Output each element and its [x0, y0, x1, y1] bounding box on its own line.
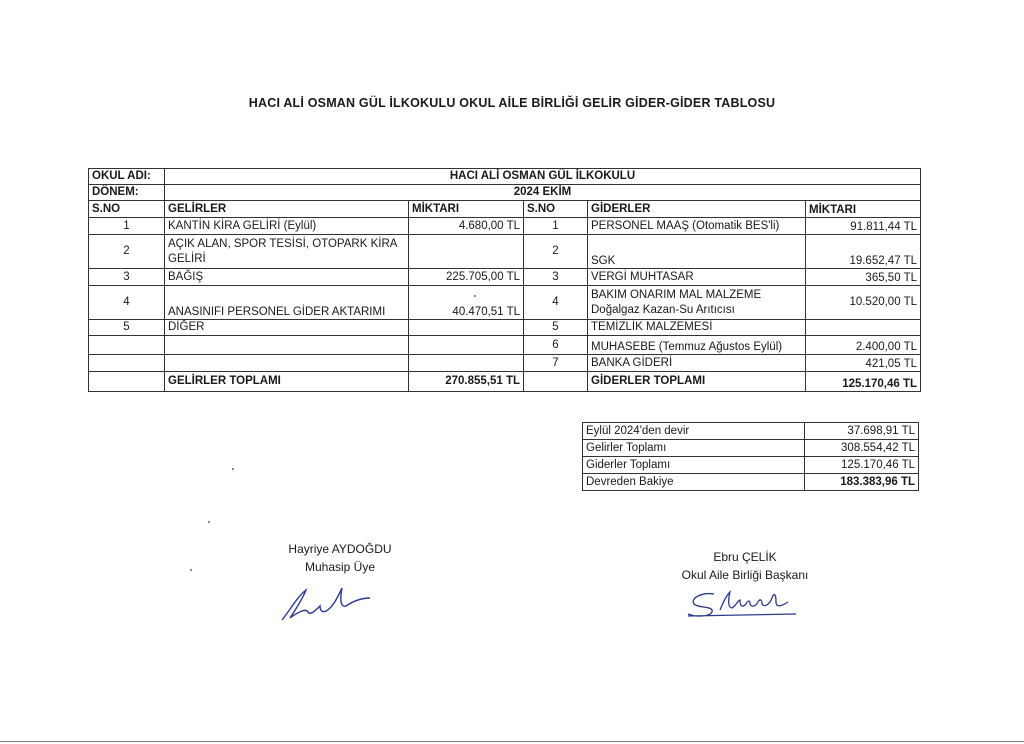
period-row [89, 185, 921, 201]
gider-amount: 10.520,00 TL [806, 286, 921, 320]
totals-empty-cell [89, 372, 165, 392]
gelir-amount [409, 320, 524, 336]
gelir-no: 4 [89, 286, 165, 320]
totals-row [89, 372, 921, 392]
gider-no: 1 [524, 218, 588, 235]
scan-edge-line [0, 741, 1024, 742]
summary-row [583, 457, 919, 474]
header-giderler: GİDERLER [588, 201, 806, 218]
signatory-name: Ebru ÇELİK [713, 550, 777, 564]
gelir-amount [409, 235, 524, 269]
okul-adi-label: OKUL ADI: [89, 169, 165, 185]
scan-speck [474, 295, 476, 297]
summary-value: 183.383,96 TL [805, 474, 919, 491]
donem-value: 2024 EKİM [165, 185, 921, 201]
header-miktari-2: MİKTARI [806, 201, 921, 218]
signature-muhasip [276, 582, 376, 626]
summary-value: 125.170,46 TL [805, 457, 919, 474]
gelir-no: 3 [89, 269, 165, 286]
gider-amount: 421,05 TL [806, 355, 921, 372]
gelir-name [165, 336, 409, 355]
gelir-no [89, 355, 165, 372]
summary-row [583, 423, 919, 440]
gelirler-toplami-label: GELİRLER TOPLAMI [165, 372, 409, 392]
gider-name: PERSONEL MAAŞ (Otomatik BES'li) [588, 218, 806, 235]
signature-baskan [684, 586, 808, 622]
signature-block-muhasip [270, 540, 410, 576]
gider-no: 2 [524, 235, 588, 269]
gelir-amount [409, 336, 524, 355]
summary-label: Gelirler Toplamı [583, 440, 805, 457]
gider-amount: 365,50 TL [806, 269, 921, 286]
table-row [89, 269, 921, 286]
gider-amount: 19.652,47 TL [806, 235, 921, 269]
signatory-role: Muhasip Üye [304, 560, 376, 574]
scan-speck [208, 521, 210, 523]
balance-summary-table [582, 422, 919, 491]
gelir-name: AÇIK ALAN, SPOR TESİSİ, OTOPARK KİRA GELİRİ [165, 235, 409, 269]
gelir-no [89, 336, 165, 355]
gider-no: 7 [524, 355, 588, 372]
signature-block-baskan [660, 548, 830, 584]
gelir-amount: 4.680,00 TL [409, 218, 524, 235]
summary-value: 37.698,91 TL [805, 423, 919, 440]
gider-name-line-1: BAKIM ONARIM MAL MALZEME [591, 288, 762, 301]
donem-label: DÖNEM: [89, 185, 165, 201]
signatory-name: Hayriye AYDOĞDU [288, 542, 392, 556]
gider-name: MUHASEBE (Temmuz Ağustos Eylül) [588, 336, 806, 355]
gider-no: 3 [524, 269, 588, 286]
totals-empty-cell [524, 372, 588, 392]
summary-value: 308.554,42 TL [805, 440, 919, 457]
table-row [89, 235, 921, 269]
gider-name: SGK [588, 235, 806, 269]
page-title: HACI ALİ OSMAN GÜL İLKOKULU OKUL AİLE BİRLİĞİ GELİR GİDER-GİDER TABLOSU [248, 96, 776, 110]
gelir-name: DİĞER [165, 320, 409, 336]
gelir-name: KANTİN KİRA GELİRİ (Eylül) [165, 218, 409, 235]
summary-label: Devreden Bakiye [583, 474, 805, 491]
gelir-no: 5 [89, 320, 165, 336]
table-row [89, 286, 921, 320]
header-sno-2: S.NO [524, 201, 588, 218]
gelir-no: 1 [89, 218, 165, 235]
gider-name: TEMİZLİK MALZEMESİ [588, 320, 806, 336]
summary-label: Giderler Toplamı [583, 457, 805, 474]
scan-speck [232, 468, 234, 470]
gider-name: VERGİ MUHTASAR [588, 269, 806, 286]
gider-no: 5 [524, 320, 588, 336]
summary-label: Eylül 2024'den devir [583, 423, 805, 440]
gider-no: 4 [524, 286, 588, 320]
gelir-no: 2 [89, 235, 165, 269]
gelir-name: BAĞIŞ [165, 269, 409, 286]
income-expense-table [88, 168, 921, 392]
gider-name: BANKA GİDERİ [588, 355, 806, 372]
gider-name-line-2: Doğalgaz Kazan-Su Arıtıcısı [591, 303, 735, 316]
table-row [89, 355, 921, 372]
table-row [89, 336, 921, 355]
gelir-name [165, 355, 409, 372]
summary-row [583, 440, 919, 457]
header-sno: S.NO [89, 201, 165, 218]
gider-amount: 2.400,00 TL [806, 336, 921, 355]
gelir-amount [409, 355, 524, 372]
gelir-name: ANASINIFI PERSONEL GİDER AKTARIMI [165, 286, 409, 320]
header-gelirler: GELİRLER [165, 201, 409, 218]
table-row [89, 320, 921, 336]
table-row [89, 218, 921, 235]
header-miktari: MİKTARI [409, 201, 524, 218]
summary-row [583, 474, 919, 491]
signatory-role: Okul Aile Birliği Başkanı [681, 568, 809, 582]
scan-speck [190, 569, 192, 571]
header-row [89, 201, 921, 218]
gelir-amount: 40.470,51 TL [409, 286, 524, 320]
giderler-toplami-label: GİDERLER TOPLAMI [588, 372, 806, 392]
gelir-amount: 225.705,00 TL [409, 269, 524, 286]
okul-adi-value: HACI ALİ OSMAN GÜL İLKOKULU [165, 169, 921, 185]
gider-name [588, 286, 806, 320]
gider-amount [806, 320, 921, 336]
gider-amount: 91.811,44 TL [806, 218, 921, 235]
giderler-toplami-value: 125.170,46 TL [806, 372, 921, 392]
gider-no: 6 [524, 336, 588, 355]
school-name-row [89, 169, 921, 185]
gelirler-toplami-value: 270.855,51 TL [409, 372, 524, 392]
